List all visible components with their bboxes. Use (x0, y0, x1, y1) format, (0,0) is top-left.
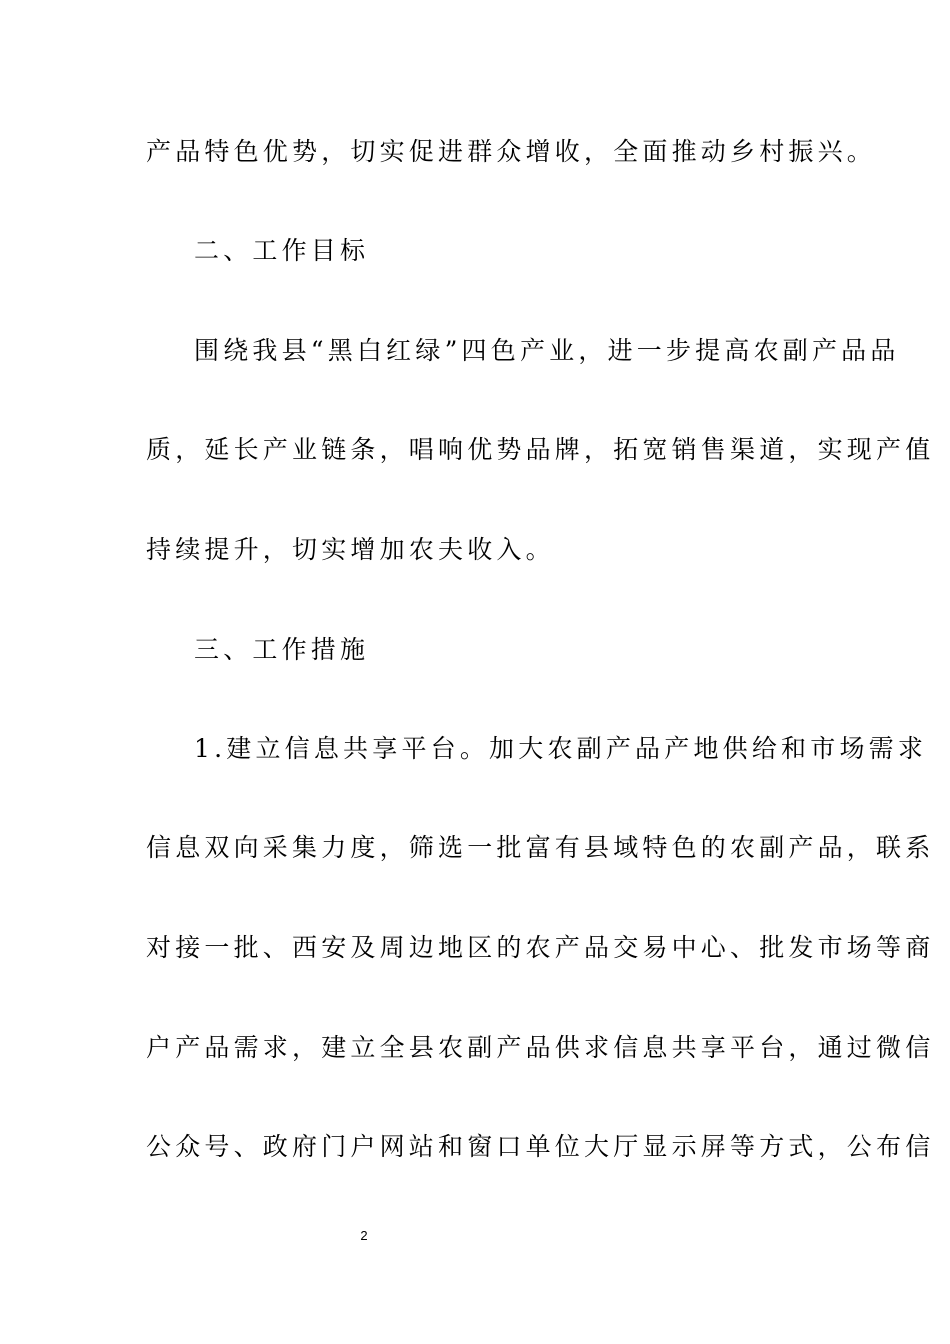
paragraph-line: 1.建立信息共享平台。加大农副产品产地供给和市场需求 (194, 734, 928, 763)
paragraph-line: 公众号、政府门户网站和窗口单位大厅显示屏等方式，公布信 (146, 1132, 935, 1161)
paragraph-line: 围绕我县“黑白红绿”四色产业，进一步提高农副产品品 (194, 336, 900, 365)
paragraph-line: 质，延长产业链条，唱响优势品牌，拓宽销售渠道，实现产值 (146, 435, 935, 464)
paragraph-line: 产品特色优势，切实促进群众增收，全面推动乡村振兴。 (146, 137, 877, 166)
section-heading: 三、工作措施 (194, 635, 370, 664)
paragraph-line: 户产品需求，建立全县农副产品供求信息共享平台，通过微信 (146, 1033, 935, 1062)
page-number: 2 (360, 1228, 368, 1243)
paragraph-line: 持续提升，切实增加农夫收入。 (146, 535, 555, 564)
paragraph-line: 信息双向采集力度，筛选一批富有县域特色的农副产品，联系 (146, 833, 935, 862)
section-heading: 二、工作目标 (194, 236, 370, 265)
paragraph-line: 对接一批、西安及周边地区的农产品交易中心、批发市场等商 (146, 933, 935, 962)
